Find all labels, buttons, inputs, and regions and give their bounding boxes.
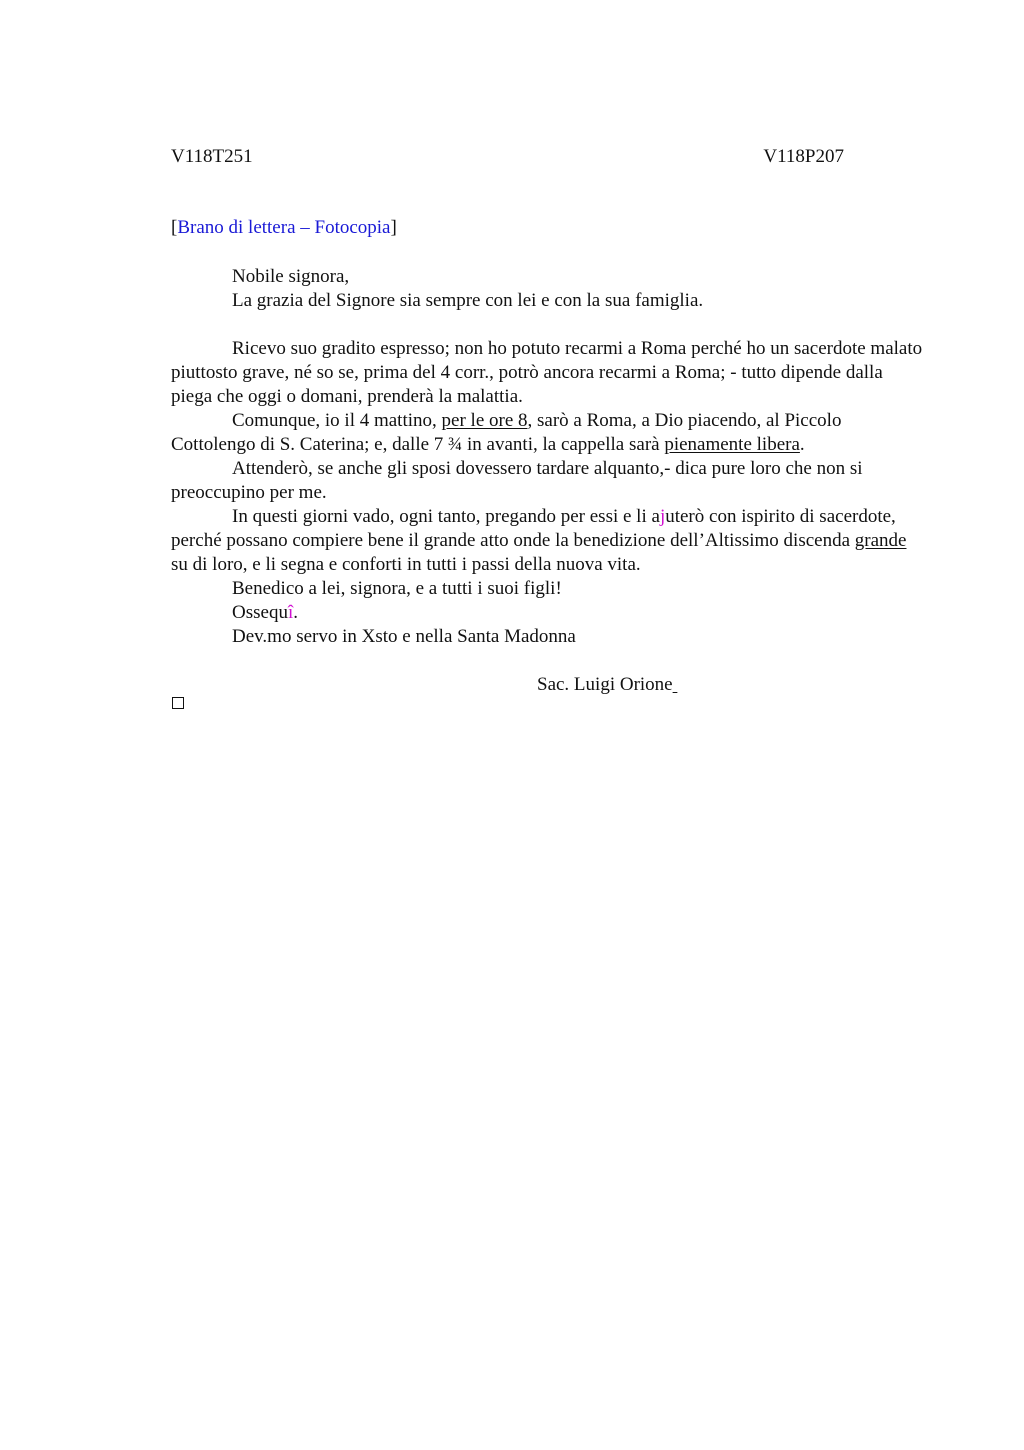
letter-paragraph-1: Ricevo suo gradito espresso; non ho potuto recarmi a Roma perché ho un sacerdote malato piuttosto grave, né so se, prima del 4 corr., potrò ancora recarmi a Roma; - tutto dipende dalla piega che oggi o domani, prenderà la malattia. (171, 338, 923, 407)
volume-code-right: V118P207 (763, 146, 844, 167)
underlined-free: pienamente libera (664, 434, 800, 455)
source-note-text: Brano di lettera – Fotocopia (177, 217, 391, 238)
signature-name: Sac. Luigi Orione (537, 674, 673, 695)
signature-underline (673, 674, 678, 695)
underlined-grande: grande (854, 530, 907, 551)
underlined-time: per le ore 8 (441, 410, 528, 431)
source-note (171, 217, 397, 239)
letter-blessing: La grazia del Signore sia sempre con lei e con la sua famiglia. (232, 290, 704, 311)
paragraph-gap (171, 313, 923, 337)
letter-greeting: Nobile signora, (232, 266, 350, 287)
letter-paragraph-4 (171, 505, 923, 577)
source-note-open-bracket: [ (171, 217, 178, 238)
paragraph-4-text-c: su di loro, e li segna e conforti in tutti i passi della nuova vita. (171, 554, 641, 575)
volume-code-left: V118T251 (171, 146, 253, 167)
letter-closing: Dev.mo servo in Xsto e nella Santa Madonna (232, 626, 576, 647)
paragraph-2-text-c: . (799, 434, 805, 455)
letter-paragraph-2 (171, 409, 923, 457)
paragraph-2-text-a: Comunque, io il 4 mattino, (232, 410, 442, 431)
paragraph-6-text-b: . (293, 602, 298, 623)
signature (171, 673, 923, 697)
document-header (171, 146, 844, 170)
paragraph-4-text-a: In questi giorni vado, ogni tanto, pregando per essi e li a (232, 506, 660, 527)
paragraph-6-text-a: Ossequ (232, 602, 288, 623)
highlighted-letter-i: î (287, 602, 294, 623)
paragraph-4-text-b: uterò con ispirito di sacerdote, perché possano compiere bene il grande atto onde la benedizione dell’Altissimo discenda (171, 506, 896, 551)
source-note-close-bracket: ] (390, 217, 397, 238)
square-checkbox-icon (172, 697, 184, 709)
letter-paragraph-5: Benedico a lei, signora, e a tutti i suoi figli! (232, 578, 562, 599)
paragraph-2-text-b: , sarò a Roma, a Dio piacendo, al Piccolo Cottolengo di S. Caterina; e, dalle 7 ¾ in avanti, la cappella sarà (171, 410, 842, 455)
highlighted-letter-j: j (659, 506, 666, 527)
signature-gap (171, 649, 923, 673)
letter-paragraph-6 (171, 601, 923, 625)
letter-body (171, 265, 923, 697)
letter-paragraph-3: Attenderò, se anche gli sposi dovessero tardare alquanto,- dica pure loro che non si preoccupino per me. (171, 458, 863, 503)
